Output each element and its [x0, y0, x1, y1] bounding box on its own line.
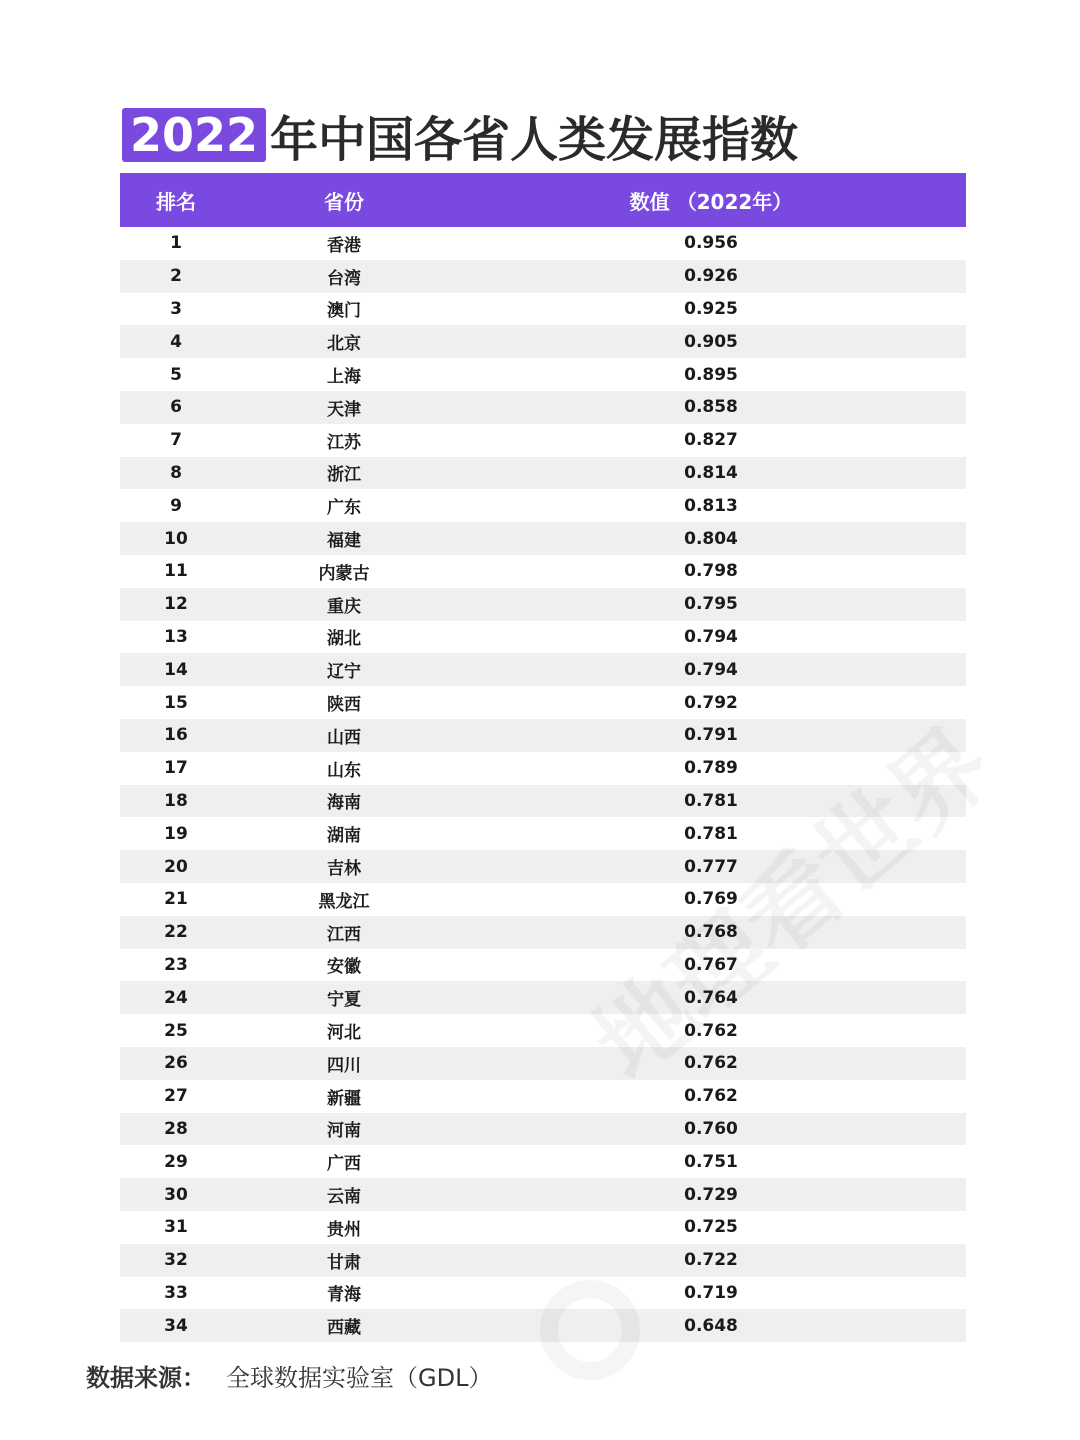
cell-value: 0.719: [684, 1282, 738, 1303]
cell-province: 辽宁: [232, 653, 456, 686]
header-value: 数值 （2022年）: [456, 173, 966, 227]
table-row: [120, 850, 966, 883]
cell-value: 0.858: [456, 391, 966, 424]
cell-rank: 9: [170, 495, 182, 516]
cell-province: 江西: [232, 916, 456, 949]
cell-province: 浙江: [232, 457, 456, 490]
cell-province: 陕西: [327, 695, 361, 716]
cell-province: 海南: [232, 785, 456, 818]
cell-rank: 33: [164, 1282, 188, 1303]
cell-value: 0.768: [456, 916, 966, 949]
cell-value: 0.769: [684, 889, 738, 910]
table-row: [120, 424, 966, 457]
cell-rank: 17: [164, 758, 188, 779]
table-row: [120, 817, 966, 850]
cell-rank: 15: [164, 692, 188, 713]
source-value: 全球数据实验室（GDL）: [226, 1364, 493, 1392]
cell-rank: 12: [120, 588, 232, 621]
title-year-badge: 2022: [122, 108, 266, 162]
cell-rank: 8: [120, 457, 232, 490]
cell-rank: 18: [120, 785, 232, 818]
table-row: [120, 719, 966, 752]
cell-value: 0.827: [684, 430, 738, 451]
cell-value: 0.956: [684, 233, 738, 254]
cell-value: 0.795: [456, 588, 966, 621]
table-row: [120, 1047, 966, 1080]
cell-rank: 30: [120, 1178, 232, 1211]
cell-rank: 31: [164, 1217, 188, 1238]
table-header: [120, 173, 966, 227]
cell-province: 河北: [327, 1023, 361, 1044]
cell-province: 澳门: [327, 301, 361, 322]
cell-province: 山东: [327, 760, 361, 781]
table-row: [120, 227, 966, 260]
cell-value: 0.760: [456, 1113, 966, 1146]
table-row: [120, 1145, 966, 1178]
cell-value: 0.895: [684, 364, 738, 385]
cell-province: 福建: [232, 522, 456, 555]
cell-rank: 32: [120, 1244, 232, 1277]
cell-value: 0.794: [684, 626, 738, 647]
cell-value: 0.767: [684, 954, 738, 975]
table-row: [120, 752, 966, 785]
cell-rank: 22: [120, 916, 232, 949]
cell-rank: 11: [164, 561, 188, 582]
cell-rank: 26: [120, 1047, 232, 1080]
cell-value: 0.762: [684, 1086, 738, 1107]
cell-rank: 34: [120, 1309, 232, 1342]
cell-province: 云南: [232, 1178, 456, 1211]
cell-rank: 27: [164, 1086, 188, 1107]
table-row: [120, 260, 966, 293]
table-row: [120, 1211, 966, 1244]
table-row: [120, 391, 966, 424]
cell-rank: 20: [120, 850, 232, 883]
cell-rank: 2: [120, 260, 232, 293]
cell-rank: 23: [164, 954, 188, 975]
cell-province: 台湾: [232, 260, 456, 293]
cell-rank: 24: [120, 981, 232, 1014]
table-body: [120, 227, 966, 1342]
data-source: [86, 1358, 492, 1393]
cell-province: 四川: [232, 1047, 456, 1080]
cell-value: 0.804: [456, 522, 966, 555]
table-row: [120, 325, 966, 358]
hdi-table: [120, 173, 966, 1342]
cell-value: 0.648: [456, 1309, 966, 1342]
cell-rank: 1: [170, 233, 182, 254]
cell-province: 上海: [327, 367, 361, 388]
table-row: [120, 588, 966, 621]
table-row: [120, 1113, 966, 1146]
cell-rank: 6: [120, 391, 232, 424]
cell-province: 内蒙古: [318, 563, 370, 584]
cell-province: 天津: [232, 391, 456, 424]
table-row: [120, 293, 966, 326]
cell-province: 甘肃: [232, 1244, 456, 1277]
cell-rank: 21: [164, 889, 188, 910]
source-label: 数据来源：: [86, 1364, 206, 1392]
cell-value: 0.814: [456, 457, 966, 490]
table-row: [120, 457, 966, 490]
table-row: [120, 522, 966, 555]
cell-rank: 25: [164, 1020, 188, 1041]
cell-value: 0.725: [684, 1217, 738, 1238]
table-row: [120, 1014, 966, 1047]
cell-province: 香港: [327, 235, 361, 256]
table-row: [120, 358, 966, 391]
table-row: [120, 686, 966, 719]
cell-rank: 7: [170, 430, 182, 451]
cell-province: 河南: [232, 1113, 456, 1146]
table-row: [120, 489, 966, 522]
cell-rank: 13: [164, 626, 188, 647]
cell-value: 0.789: [684, 758, 738, 779]
table-row: [120, 1080, 966, 1113]
cell-value: 0.722: [456, 1244, 966, 1277]
cell-province: 黑龙江: [318, 891, 370, 912]
cell-province: 湖南: [327, 826, 361, 847]
cell-province: 北京: [232, 325, 456, 358]
cell-value: 0.792: [684, 692, 738, 713]
cell-value: 0.781: [456, 785, 966, 818]
cell-value: 0.925: [684, 298, 738, 319]
cell-province: 吉林: [232, 850, 456, 883]
cell-rank: 10: [120, 522, 232, 555]
cell-province: 山西: [232, 719, 456, 752]
cell-value: 0.794: [456, 653, 966, 686]
table-row: [120, 555, 966, 588]
cell-province: 湖北: [327, 629, 361, 650]
cell-rank: 16: [120, 719, 232, 752]
table-row: [120, 883, 966, 916]
cell-rank: 29: [164, 1151, 188, 1172]
cell-value: 0.729: [456, 1178, 966, 1211]
cell-value: 0.762: [456, 1047, 966, 1080]
cell-value: 0.781: [684, 823, 738, 844]
table-row: [120, 949, 966, 982]
cell-value: 0.798: [684, 561, 738, 582]
cell-rank: 5: [170, 364, 182, 385]
table-row: [120, 1277, 966, 1310]
table-row: [120, 621, 966, 654]
table-row: [120, 1178, 966, 1211]
cell-value: 0.777: [456, 850, 966, 883]
cell-province: 贵州: [327, 1219, 361, 1240]
table-row: [120, 785, 966, 818]
title-text: 年中国各省人类发展指数: [270, 111, 799, 168]
cell-rank: 3: [170, 298, 182, 319]
cell-value: 0.813: [684, 495, 738, 516]
watermark-logo-icon: [540, 1280, 640, 1380]
table-row: [120, 981, 966, 1014]
cell-province: 西藏: [232, 1309, 456, 1342]
table-row: [120, 653, 966, 686]
cell-province: 青海: [327, 1285, 361, 1306]
cell-rank: 28: [120, 1113, 232, 1146]
cell-province: 广东: [327, 498, 361, 519]
header-province: 省份: [232, 173, 456, 227]
cell-value: 0.751: [684, 1151, 738, 1172]
table-row: [120, 916, 966, 949]
cell-rank: 19: [164, 823, 188, 844]
cell-rank: 14: [120, 653, 232, 686]
header-rank: 排名: [120, 173, 232, 227]
cell-rank: 4: [120, 325, 232, 358]
table-row: [120, 1244, 966, 1277]
cell-value: 0.905: [456, 325, 966, 358]
page-title: [122, 104, 798, 166]
cell-province: 新疆: [327, 1088, 361, 1109]
cell-province: 安徽: [327, 957, 361, 978]
cell-province: 宁夏: [232, 981, 456, 1014]
cell-value: 0.791: [456, 719, 966, 752]
cell-value: 0.764: [456, 981, 966, 1014]
cell-province: 广西: [327, 1154, 361, 1175]
cell-value: 0.762: [684, 1020, 738, 1041]
cell-province: 江苏: [327, 432, 361, 453]
cell-province: 重庆: [232, 588, 456, 621]
cell-value: 0.926: [456, 260, 966, 293]
